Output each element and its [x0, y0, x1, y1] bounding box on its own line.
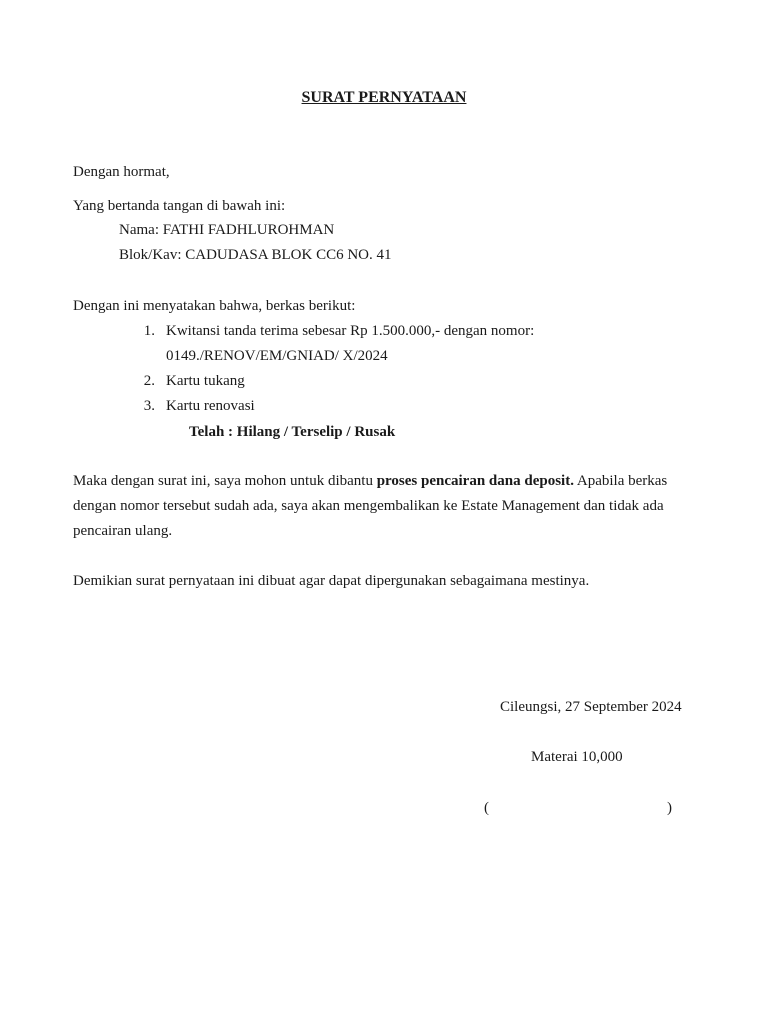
status-line: Telah : Hilang / Terselip / Rusak	[189, 424, 396, 440]
signer-intro: Yang bertanda tangan di bawah ini:	[73, 198, 286, 214]
request-emphasis: proses pencairan dana deposit.	[376, 473, 574, 489]
stamp-label: Materai 10,000	[531, 749, 623, 765]
list-item-text: Kwitansi tanda terima sebesar Rp 1.500.000,- dengan nomor:	[166, 323, 535, 339]
list-item-text-continued: 0149./RENOV/EM/GNIAD/ X/2024	[166, 348, 388, 364]
list-item-text: Kartu renovasi	[166, 398, 255, 414]
signature-open-paren: (	[484, 800, 489, 816]
closing-paragraph: Demikian surat pernyataan ini dibuat agar dapat dipergunakan sebagaimana mestinya.	[73, 573, 590, 589]
signature-close-paren: )	[667, 800, 672, 816]
name-line: Nama: FATHI FADHLUROHMAN	[119, 222, 335, 238]
address-line: Blok/Kav: CADUDASA BLOK CC6 NO. 41	[119, 247, 392, 263]
place-date: Cileungsi, 27 September 2024	[500, 699, 682, 715]
list-item-number: 1.	[143, 323, 155, 339]
statement-intro: Dengan ini menyatakan bahwa, berkas berikut:	[73, 298, 356, 314]
greeting: Dengan hormat,	[73, 164, 170, 180]
list-item-number: 2.	[143, 373, 155, 389]
request-text: Maka dengan surat ini, saya mohon untuk dibantu	[73, 473, 377, 489]
list-item-text: Kartu tukang	[166, 373, 245, 389]
request-paragraph	[73, 469, 688, 544]
request-text-continued: Apabila berkas dengan nomor tersebut sudah ada, saya akan mengembalikan ke Estate Management dan tidak ada pencairan ulang.	[73, 473, 668, 539]
list-item-number: 3.	[143, 398, 155, 414]
document-title: SURAT PERNYATAAN	[301, 89, 467, 106]
